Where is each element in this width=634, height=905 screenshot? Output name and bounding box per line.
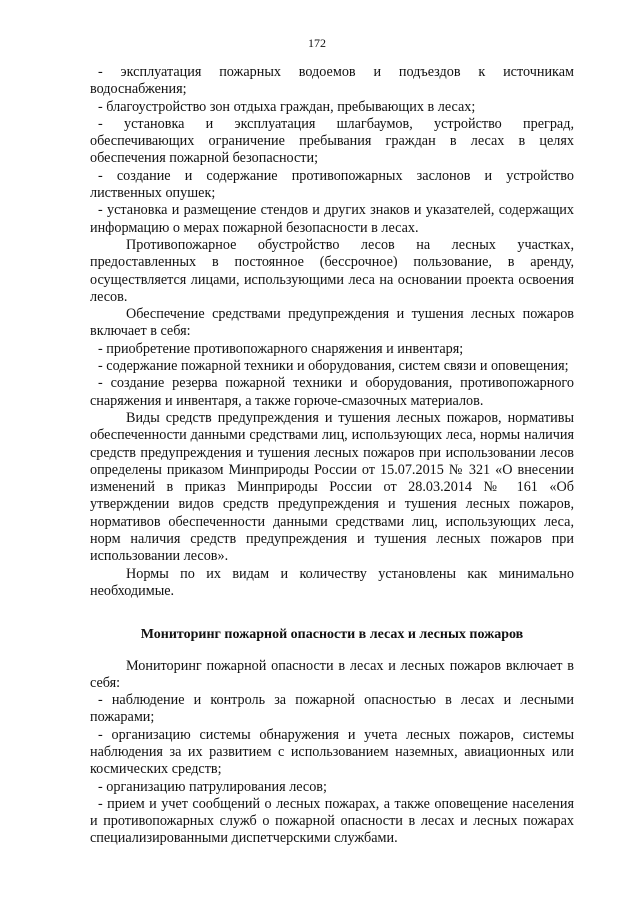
list-item-recreation-zones: - благоустройство зон отдыха граждан, пребывающих в лесах;	[98, 98, 476, 115]
paragraph-fire-arrangement: Противопожарное обустройство лесов на лесных участках, предоставленных в постоянное (бессрочное) пользование, в аренду, осуществляется лицами, использующими леса на основании проекта освоения лесов.	[90, 236, 574, 305]
list-item-patrolling: - организацию патрулирования лесов;	[98, 778, 327, 795]
list-item-observation: - наблюдение и контроль за пожарной опасностью в лесах и лесными пожарами;	[90, 692, 574, 726]
top-section	[90, 64, 574, 600]
list-item-reserve: - создание резерва пожарной техники и оборудования, противопожарного снаряжения и инвентаря, а также горюче-смазочных материалов.	[90, 375, 574, 409]
section-heading: Мониторинг пожарной опасности в лесах и лесных пожаров	[140, 627, 524, 643]
list-item-detection-system: - организацию системы обнаружения и учета лесных пожаров, системы наблюдения за их развитием с использованием наземных, авиационных или космических средств;	[90, 726, 574, 778]
paragraph-order-reference: Виды средств предупреждения и тушения лесных пожаров, нормативы обеспеченности данными средствами лиц, использующих леса, нормы наличия средств предупреждения и тушения лесных пожаров при использовании лесов определены приказом Минприроды России от 15.07.2015 № 321 «О внесении изменений в приказ Минприроды России от 28.03.2014 № 161 «Об утверждении видов средств предупреждения и тушения лесных пожаров, нормативов обеспеченности данными средствами лиц, использующих леса, норм наличия средств предупреждения и тушения лесных пожаров при использовании лесов».	[90, 409, 574, 565]
list-item-barriers: - установка и эксплуатация шлагбаумов, устройство преград, обеспечивающих ограничение пребывания граждан в лесах в целях обеспечения пожарной безопасности;	[90, 115, 574, 167]
list-item-signs: - установка и размещение стендов и других знаков и указателей, содержащих информацию о мерах пожарной безопасности в лесах.	[90, 202, 574, 236]
list-item-vehicles-maintenance: - содержание пожарной техники и оборудования, систем связи и оповещения;	[98, 358, 569, 375]
section-spacer	[90, 600, 574, 608]
paragraph-provision-means: Обеспечение средствами предупреждения и тушения лесных пожаров включает в себя:	[90, 306, 574, 340]
list-item-equipment-purchase: - приобретение противопожарного снаряжения и инвентаря;	[98, 340, 464, 357]
list-item-water-supply: - эксплуатация пожарных водоемов и подъездов к источникам водоснабжения;	[90, 64, 574, 98]
list-item-firebreaks: - создание и содержание противопожарных заслонов и устройство лиственных опушек;	[90, 167, 574, 202]
paragraph-monitoring-intro: Мониторинг пожарной опасности в лесах и лесных пожаров включает в себя:	[90, 657, 574, 691]
document-body	[90, 64, 574, 848]
page-number: 172	[308, 36, 326, 50]
bottom-section	[90, 658, 574, 848]
paragraph-norms: Нормы по их видам и количеству установлены как минимально необходимые.	[90, 565, 574, 599]
list-item-reports: - прием и учет сообщений о лесных пожарах, а также оповещение населения и противопожарных служб о пожарной опасности в лесах и лесных пожарах специализированными диспетчерскими службами.	[90, 795, 574, 847]
